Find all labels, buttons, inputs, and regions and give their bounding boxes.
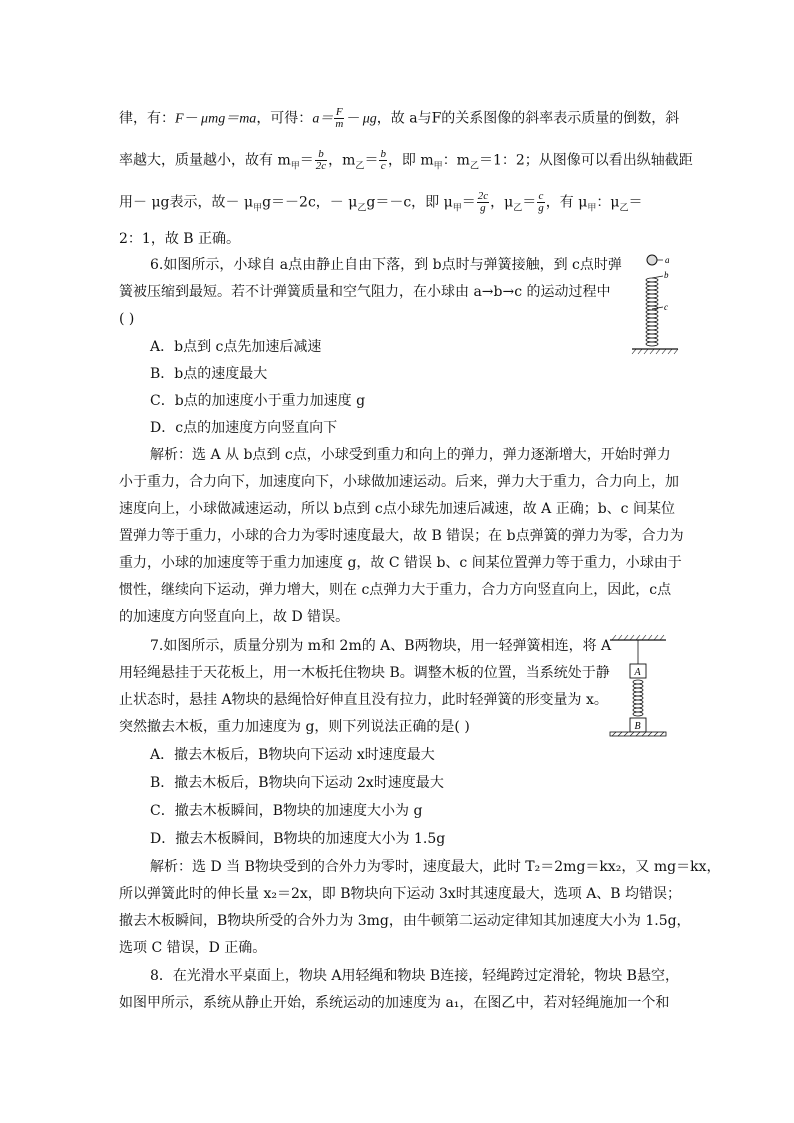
- q6-solution-line-2: 小于重力，合力向下，加速度向下，小球做加速运动。后来，弹力大于重力，合力向上，加: [119, 474, 679, 490]
- q6-spring-ball-figure: [630, 252, 680, 356]
- fraction-f-over-m: $\frac{F}{m}$: [335, 106, 344, 130]
- q6-option-c: C．b点的加速度小于重力加速度 g: [150, 393, 366, 409]
- ball-icon: [647, 255, 657, 265]
- fig-label-b: b: [664, 270, 669, 280]
- prev-solution-line-4: 2：1，故 B 正确。: [119, 231, 241, 247]
- q6-solution-line-6: 惯性，继续向下运动，弹力增大，则在 c点弹力大于重力，合力方向竖直向上，因此，c点: [119, 582, 672, 598]
- q8-stem-line-1: 8．在光滑水平桌面上，物块 A用轻绳和物块 B连接，轻绳跨过定滑轮，物块 B悬空，: [150, 968, 679, 984]
- q6-option-a: A．b点到 c点先加速后减速: [150, 339, 322, 355]
- q8-stem-line-2: 如图甲所示，系统从静止开始，系统运动的加速度为 a₁，在图乙中，若对轻绳施加一个和: [119, 995, 670, 1011]
- q7-stem-line-2: 用轻绳悬挂于天花板上，用一木板托住物块 B。调整木板的位置，当系统处于静: [119, 665, 610, 681]
- prev-solution-line-1: 律，有：F－ μmg＝ma，可得：a＝ $\frac{F}{m}$ － μg，故 a与F的关系图像的斜率表示质量的倒数，斜: [119, 106, 680, 130]
- q6-solution-line-7: 的加速度方向竖直向上，故 D 错误。: [119, 609, 350, 625]
- q6-option-b: B．b点的速度最大: [150, 366, 268, 382]
- q6-stem-line-1: 6.如图所示，小球自 a点由静止自由下落，到 b点时与弹簧接触，到 c点时弹: [150, 257, 622, 273]
- q7-option-a: A．撤去木板后，B物块向下运动 x时速度最大: [150, 747, 435, 763]
- block-b-label: B: [634, 721, 641, 732]
- spring-icon: [633, 680, 643, 716]
- q6-solution-line-5: 重力，小球的加速度等于重力加速度 g，故 C 错误 b、c 间某位置弹力等于重力，小球由于: [119, 555, 682, 571]
- q7-option-b: B．撤去木板后，B物块向下运动 2x时速度最大: [150, 775, 444, 791]
- prev-solution-line-2: 率越大，质量越小，故有 $m_甲=$ $\frac{b}{2c}$ ，$m_乙=$ $\frac{b}{c}$ ，即 $m_甲$：$m_乙=1$：2；从图像可以看出纵轴截距: [119, 148, 693, 172]
- q7-stem-line-1: 7.如图所示，质量分别为 m和 2m的 A、B两物块，用一轻弹簧相连，将 A: [150, 638, 612, 654]
- q7-solution-line-3: 撤去木板瞬间，B物块所受的合外力为 3mg，由牛顿第二运动定律知其加速度大小为 1.5g，: [119, 913, 691, 929]
- q7-option-c: C．撤去木板瞬间，B物块的加速度大小为 g: [150, 803, 423, 819]
- q7-blocks-spring-figure: [606, 632, 670, 744]
- q7-option-d: D．撤去木板瞬间，B物块的加速度大小为 1.5g: [150, 831, 446, 847]
- q6-solution-line-4: 置弹力等于重力，小球的合力为零时速度最大，故 B 错误；在 b点弹簧的弹力为零，合力为: [119, 528, 684, 544]
- q7-stem-line-4: 突然撤去木板，重力加速度为 g，则下列说法正确的是( ): [119, 719, 470, 735]
- q6-solution-line-1: 解析：选 A 从 b点到 c点，小球受到重力和向上的弹力，弹力逐渐增大，开始时弹力: [150, 447, 671, 463]
- q7-solution-line-4: 选项 C 错误，D 正确。: [119, 940, 267, 956]
- fig-label-a: a: [665, 255, 670, 265]
- q7-solution-line-1: 解析：选 D 当 B物块受到的合外力为零时，速度最大，此时 T₂＝2mg＝kx₂，又 mg＝kx，: [150, 859, 721, 875]
- prev-solution-line-3: 用－ μg表示，故－ $\mu_甲g=-2c$，－ $\mu_乙g=-c$，即 $\mu_甲=$ $\frac{2c}{g}$ ，$\mu_乙=$ $\frac{c}{g}$ ，有 $\mu_甲$：$\mu_乙=$: [119, 190, 643, 214]
- block-a-label: A: [634, 667, 641, 678]
- q7-solution-line-2: 所以弹簧此时的伸长量 x₂＝2x，即 B物块向下运动 3x时其速度最大，选项 A、B 均错误；: [119, 886, 682, 902]
- q6-stem-line-3: ( ): [119, 311, 135, 327]
- spring-icon: [646, 278, 658, 346]
- q7-stem-line-3: 止状态时，悬挂 A物块的悬绳恰好伸直且没有拉力，此时轻弹簧的形变量为 x。: [119, 692, 608, 708]
- fig-label-c: c: [664, 302, 668, 312]
- q6-stem-line-2: 簧被压缩到最短。若不计弹簧质量和空气阻力，在小球由 a→b→c 的运动过程中: [119, 284, 611, 300]
- q6-option-d: D．c点的加速度方向竖直向下: [150, 420, 338, 436]
- q6-solution-line-3: 速度向上，小球做减速运动，所以 b点到 c点小球先加速后减速，故 A 正确；b、c 间某位: [119, 501, 675, 517]
